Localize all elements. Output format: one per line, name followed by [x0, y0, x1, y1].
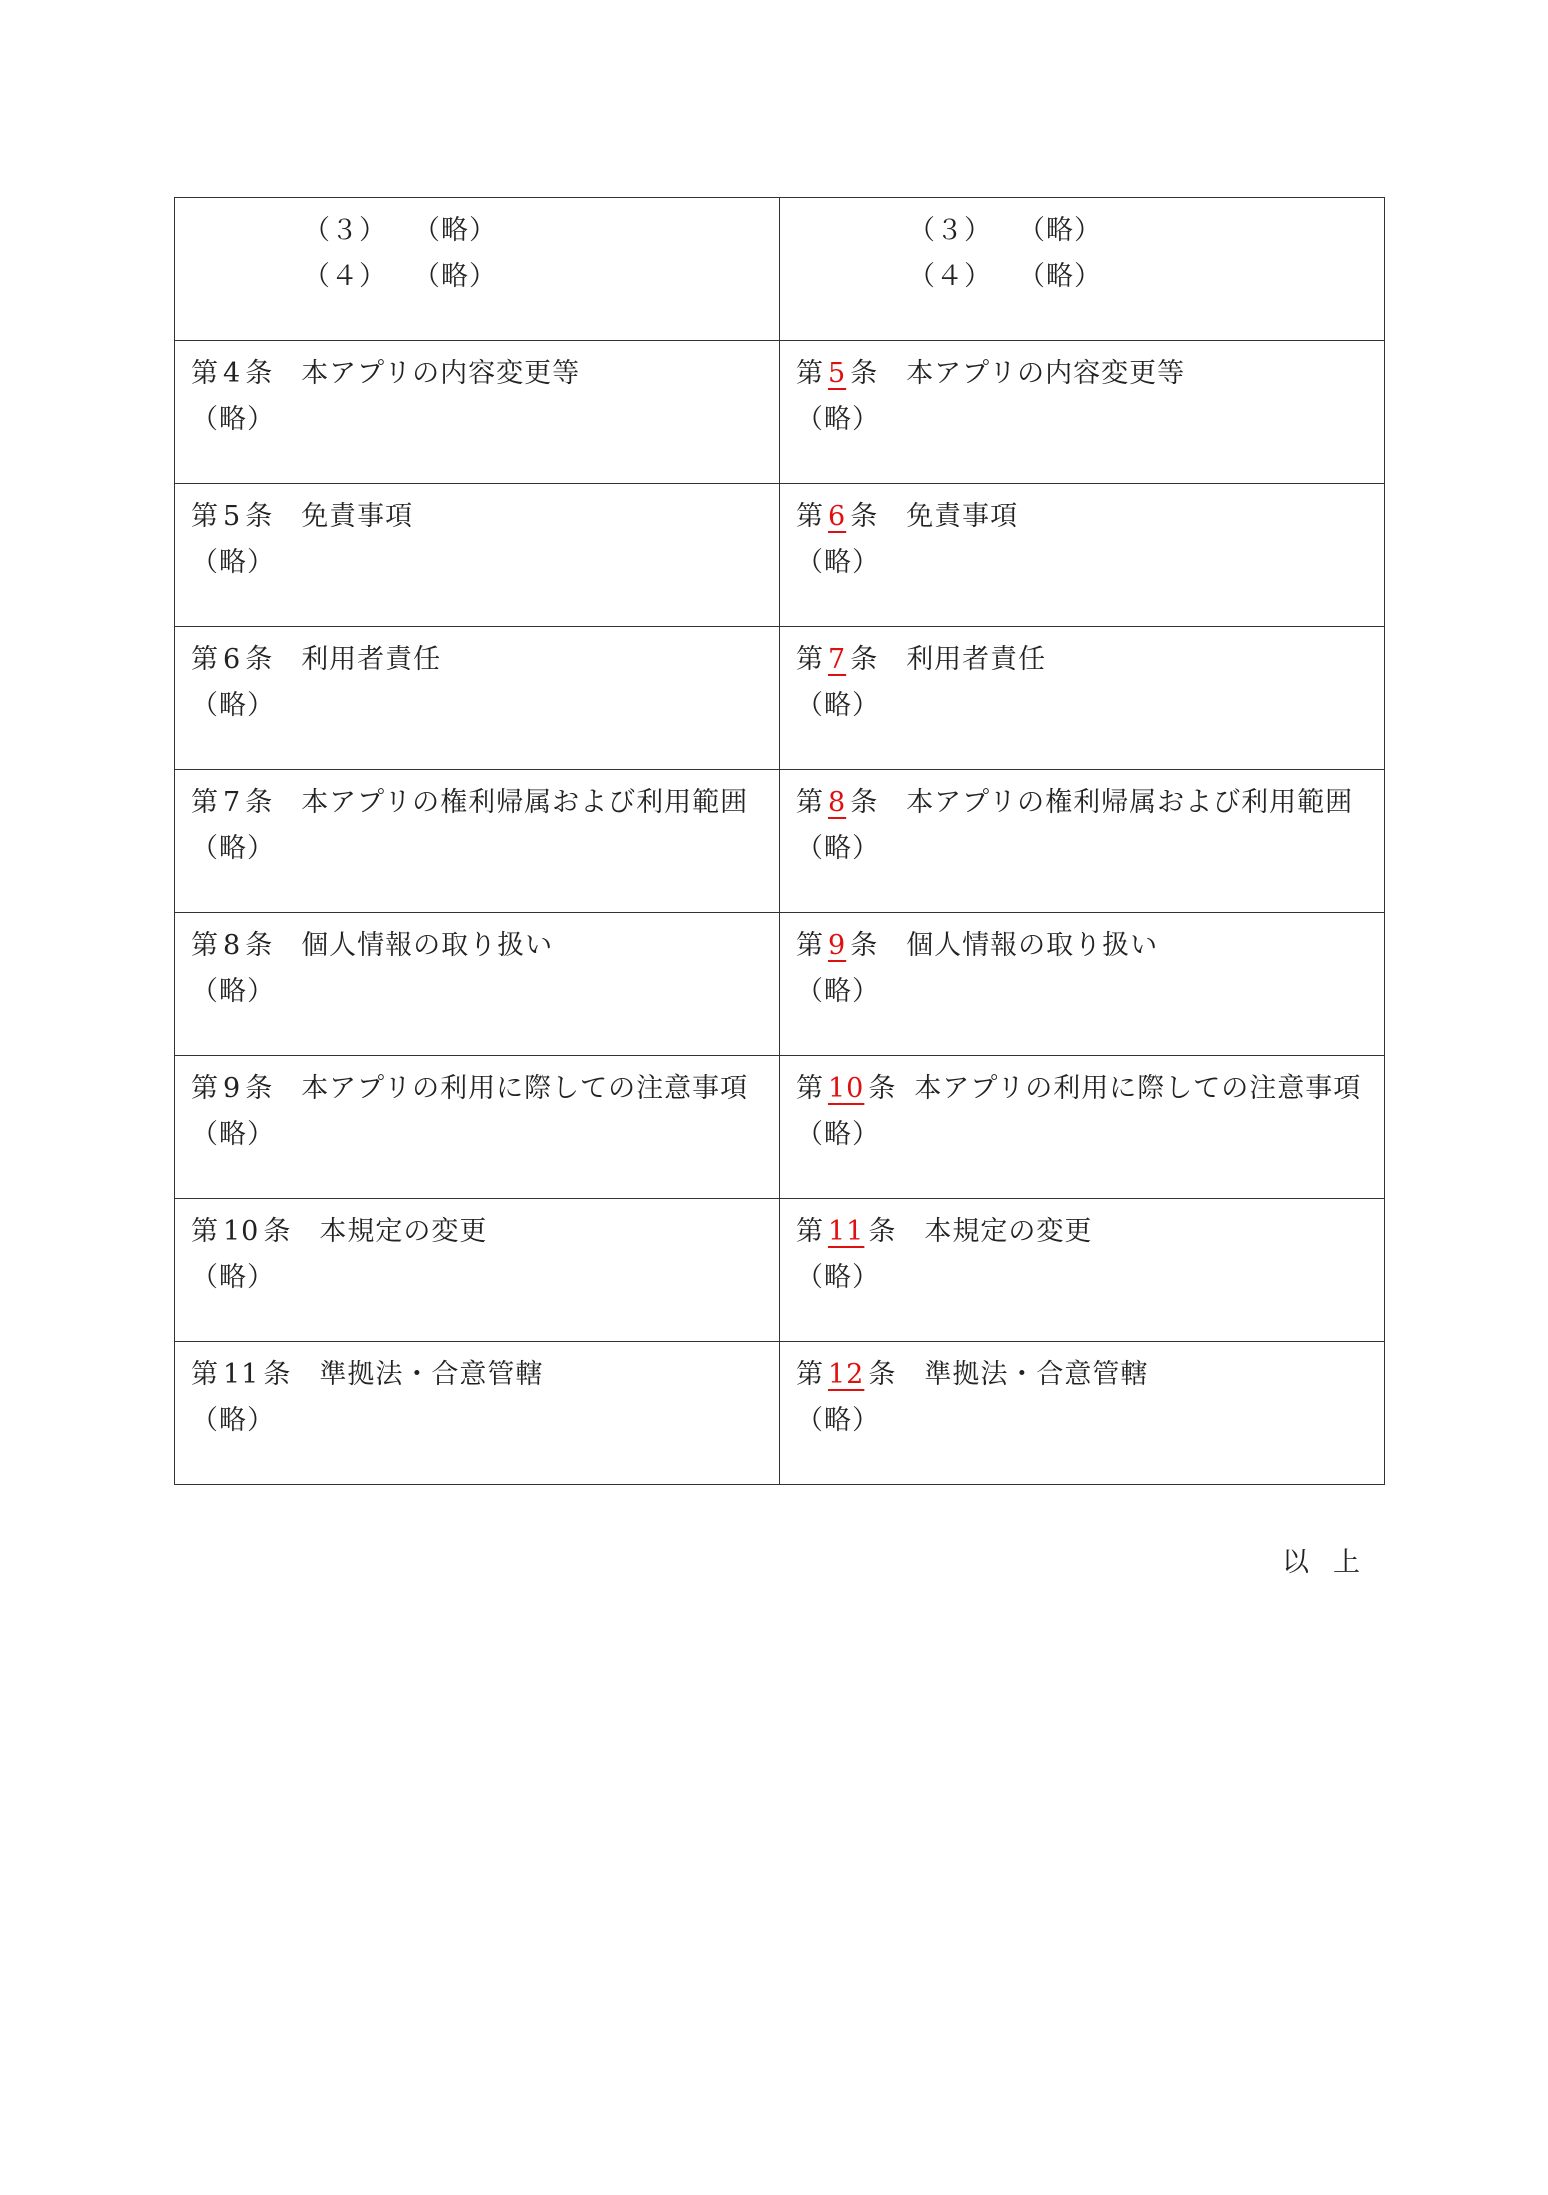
- article-label-part: 条: [245, 358, 274, 389]
- article-heading: [796, 1352, 1368, 1398]
- changed-article-number: 7: [828, 644, 847, 675]
- article-heading: [191, 637, 763, 683]
- sub-item-number: （４）: [908, 261, 992, 292]
- article-title: 本規定の変更: [924, 1216, 1093, 1247]
- table-row: [175, 913, 1385, 1056]
- article-body: （略）: [191, 547, 275, 578]
- table-row: [175, 770, 1385, 913]
- article-label-part: [191, 1359, 291, 1390]
- article-body: （略）: [191, 1262, 275, 1293]
- article-label-part: [191, 1216, 291, 1247]
- article-label-part: [191, 501, 273, 532]
- article-label-part: 条: [245, 787, 274, 818]
- new-cell: [780, 913, 1385, 1056]
- sub-item-number: （３）: [303, 215, 387, 246]
- new-cell: [780, 1342, 1385, 1485]
- article-label-part: [796, 930, 878, 961]
- article-label-part: [796, 787, 878, 818]
- table-row: [175, 1056, 1385, 1199]
- article-body: （略）: [796, 976, 880, 1007]
- article-label-part: 条: [850, 501, 879, 532]
- article-heading: [191, 923, 763, 969]
- article-label-part: 条: [850, 644, 879, 675]
- article-label-part: [191, 644, 273, 675]
- old-cell: [175, 627, 780, 770]
- article-label-part: 条: [850, 930, 879, 961]
- article-label-part: 条: [868, 1073, 897, 1104]
- article-label-part: 第: [191, 1359, 219, 1390]
- changed-article-number: 5: [828, 358, 847, 389]
- sub-item: [191, 254, 763, 300]
- article-title: 個人情報の取り扱い: [906, 930, 1159, 961]
- old-cell: [175, 1056, 780, 1199]
- article-label-part: 条: [850, 358, 879, 389]
- article-label-part: 第: [796, 1073, 824, 1104]
- article-label-part: [796, 1073, 896, 1104]
- article-body: （略）: [796, 547, 880, 578]
- article-title: 利用者責任: [301, 644, 442, 675]
- article-label-part: 第: [796, 1216, 824, 1247]
- changed-article-number: 6: [828, 501, 847, 532]
- article-heading: [796, 1066, 1368, 1112]
- article-label-part: 第: [796, 358, 824, 389]
- article-label-part: 条: [245, 930, 274, 961]
- article-label-part: [191, 358, 273, 389]
- article-label-part: 条: [868, 1359, 897, 1390]
- table-row: [175, 627, 1385, 770]
- article-heading: [191, 494, 763, 540]
- article-heading: [191, 780, 763, 826]
- old-cell: [175, 1199, 780, 1342]
- article-label-part: [191, 787, 273, 818]
- article-body: （略）: [191, 833, 275, 864]
- article-title: 本アプリの利用に際しての注意事項: [301, 1073, 749, 1104]
- article-body: （略）: [796, 833, 880, 864]
- article-label-part: 第: [796, 930, 824, 961]
- new-cell: [780, 341, 1385, 484]
- article-label-part: 第: [191, 1073, 219, 1104]
- table-row: [175, 484, 1385, 627]
- article-title: 準拠法・合意管轄: [319, 1359, 544, 1390]
- article-label-part: 第: [191, 930, 219, 961]
- article-label-part: 条: [245, 501, 274, 532]
- new-cell: [780, 1199, 1385, 1342]
- article-label-part: 第: [796, 1359, 824, 1390]
- article-body: （略）: [796, 404, 880, 435]
- article-number: 5: [223, 501, 242, 532]
- changed-article-number: 10: [828, 1073, 865, 1104]
- article-title: 本アプリの権利帰属および利用範囲: [906, 787, 1354, 818]
- comparison-table: [174, 197, 1385, 1485]
- article-number: 7: [223, 787, 242, 818]
- new-cell: [780, 770, 1385, 913]
- article-number: 8: [223, 930, 242, 961]
- old-cell: [175, 913, 780, 1056]
- old-cell: [175, 484, 780, 627]
- sub-item: [796, 254, 1368, 300]
- table-row: [175, 1342, 1385, 1485]
- article-label-part: [796, 644, 878, 675]
- article-title: 免責事項: [301, 501, 414, 532]
- article-title: 免責事項: [906, 501, 1019, 532]
- sub-item: [191, 208, 763, 254]
- new-cell: [780, 1056, 1385, 1199]
- sub-item-number: （４）: [303, 261, 387, 292]
- article-heading: [796, 351, 1368, 397]
- article-body: （略）: [796, 1119, 880, 1150]
- article-label-part: [796, 1216, 896, 1247]
- sub-item-text: （略）: [413, 261, 497, 292]
- changed-article-number: 9: [828, 930, 847, 961]
- article-number: 9: [223, 1073, 242, 1104]
- article-label-part: 条: [263, 1359, 292, 1390]
- article-label-part: 条: [245, 1073, 274, 1104]
- sub-item-text: （略）: [413, 215, 497, 246]
- changed-article-number: 8: [828, 787, 847, 818]
- article-heading: [796, 1209, 1368, 1255]
- article-label-part: [796, 501, 878, 532]
- article-label-part: 条: [850, 787, 879, 818]
- article-heading: [191, 1066, 763, 1112]
- table-row: [175, 341, 1385, 484]
- article-label-part: 条: [263, 1216, 292, 1247]
- article-body: （略）: [191, 690, 275, 721]
- table-row: [175, 198, 1385, 341]
- article-label-part: 第: [191, 1216, 219, 1247]
- new-cell: [780, 627, 1385, 770]
- article-heading: [191, 1352, 763, 1398]
- changed-article-number: 12: [828, 1359, 865, 1390]
- article-heading: [796, 494, 1368, 540]
- article-label-part: 第: [796, 644, 824, 675]
- article-title: 準拠法・合意管轄: [924, 1359, 1149, 1390]
- old-cell: [175, 341, 780, 484]
- article-body: （略）: [191, 404, 275, 435]
- article-body: （略）: [796, 1262, 880, 1293]
- article-label-part: 第: [796, 787, 824, 818]
- article-label-part: [191, 930, 273, 961]
- article-body: （略）: [191, 1405, 275, 1436]
- article-label-part: [796, 1359, 896, 1390]
- article-heading: [796, 637, 1368, 683]
- new-cell: [780, 484, 1385, 627]
- new-cell: [780, 198, 1385, 341]
- article-body: （略）: [191, 1119, 275, 1150]
- article-number: 10: [223, 1216, 260, 1247]
- article-heading: [796, 780, 1368, 826]
- article-label-part: 条: [245, 644, 274, 675]
- changed-article-number: 11: [828, 1216, 865, 1247]
- article-label-part: 第: [191, 501, 219, 532]
- article-number: 4: [223, 358, 242, 389]
- article-title: 本アプリの内容変更等: [301, 358, 581, 389]
- article-label-part: 第: [796, 501, 824, 532]
- article-number: 11: [223, 1359, 260, 1390]
- article-label-part: 条: [868, 1216, 897, 1247]
- article-label-part: [191, 1073, 273, 1104]
- sub-item-text: （略）: [1018, 215, 1102, 246]
- table-row: [175, 1199, 1385, 1342]
- article-title: 本アプリの内容変更等: [906, 358, 1186, 389]
- article-label-part: [796, 358, 878, 389]
- article-title: 個人情報の取り扱い: [301, 930, 554, 961]
- article-label-part: 第: [191, 358, 219, 389]
- article-title: 本アプリの権利帰属および利用範囲: [301, 787, 749, 818]
- article-heading: [191, 351, 763, 397]
- article-title: 本アプリの利用に際しての注意事項: [914, 1073, 1362, 1104]
- sub-item-text: （略）: [1018, 261, 1102, 292]
- article-title: 本規定の変更: [319, 1216, 488, 1247]
- old-cell: [175, 770, 780, 913]
- article-body: （略）: [796, 690, 880, 721]
- article-heading: [191, 1209, 763, 1255]
- article-label-part: 第: [191, 787, 219, 818]
- old-cell: [175, 198, 780, 341]
- article-heading: [796, 923, 1368, 969]
- sub-item: [796, 208, 1368, 254]
- article-body: （略）: [191, 976, 275, 1007]
- article-body: （略）: [796, 1405, 880, 1436]
- article-label-part: 第: [191, 644, 219, 675]
- old-cell: [175, 1342, 780, 1485]
- article-number: 6: [223, 644, 242, 675]
- article-title: 利用者責任: [906, 644, 1047, 675]
- closing-text: 以上: [1282, 1547, 1384, 1578]
- sub-item-number: （３）: [908, 215, 992, 246]
